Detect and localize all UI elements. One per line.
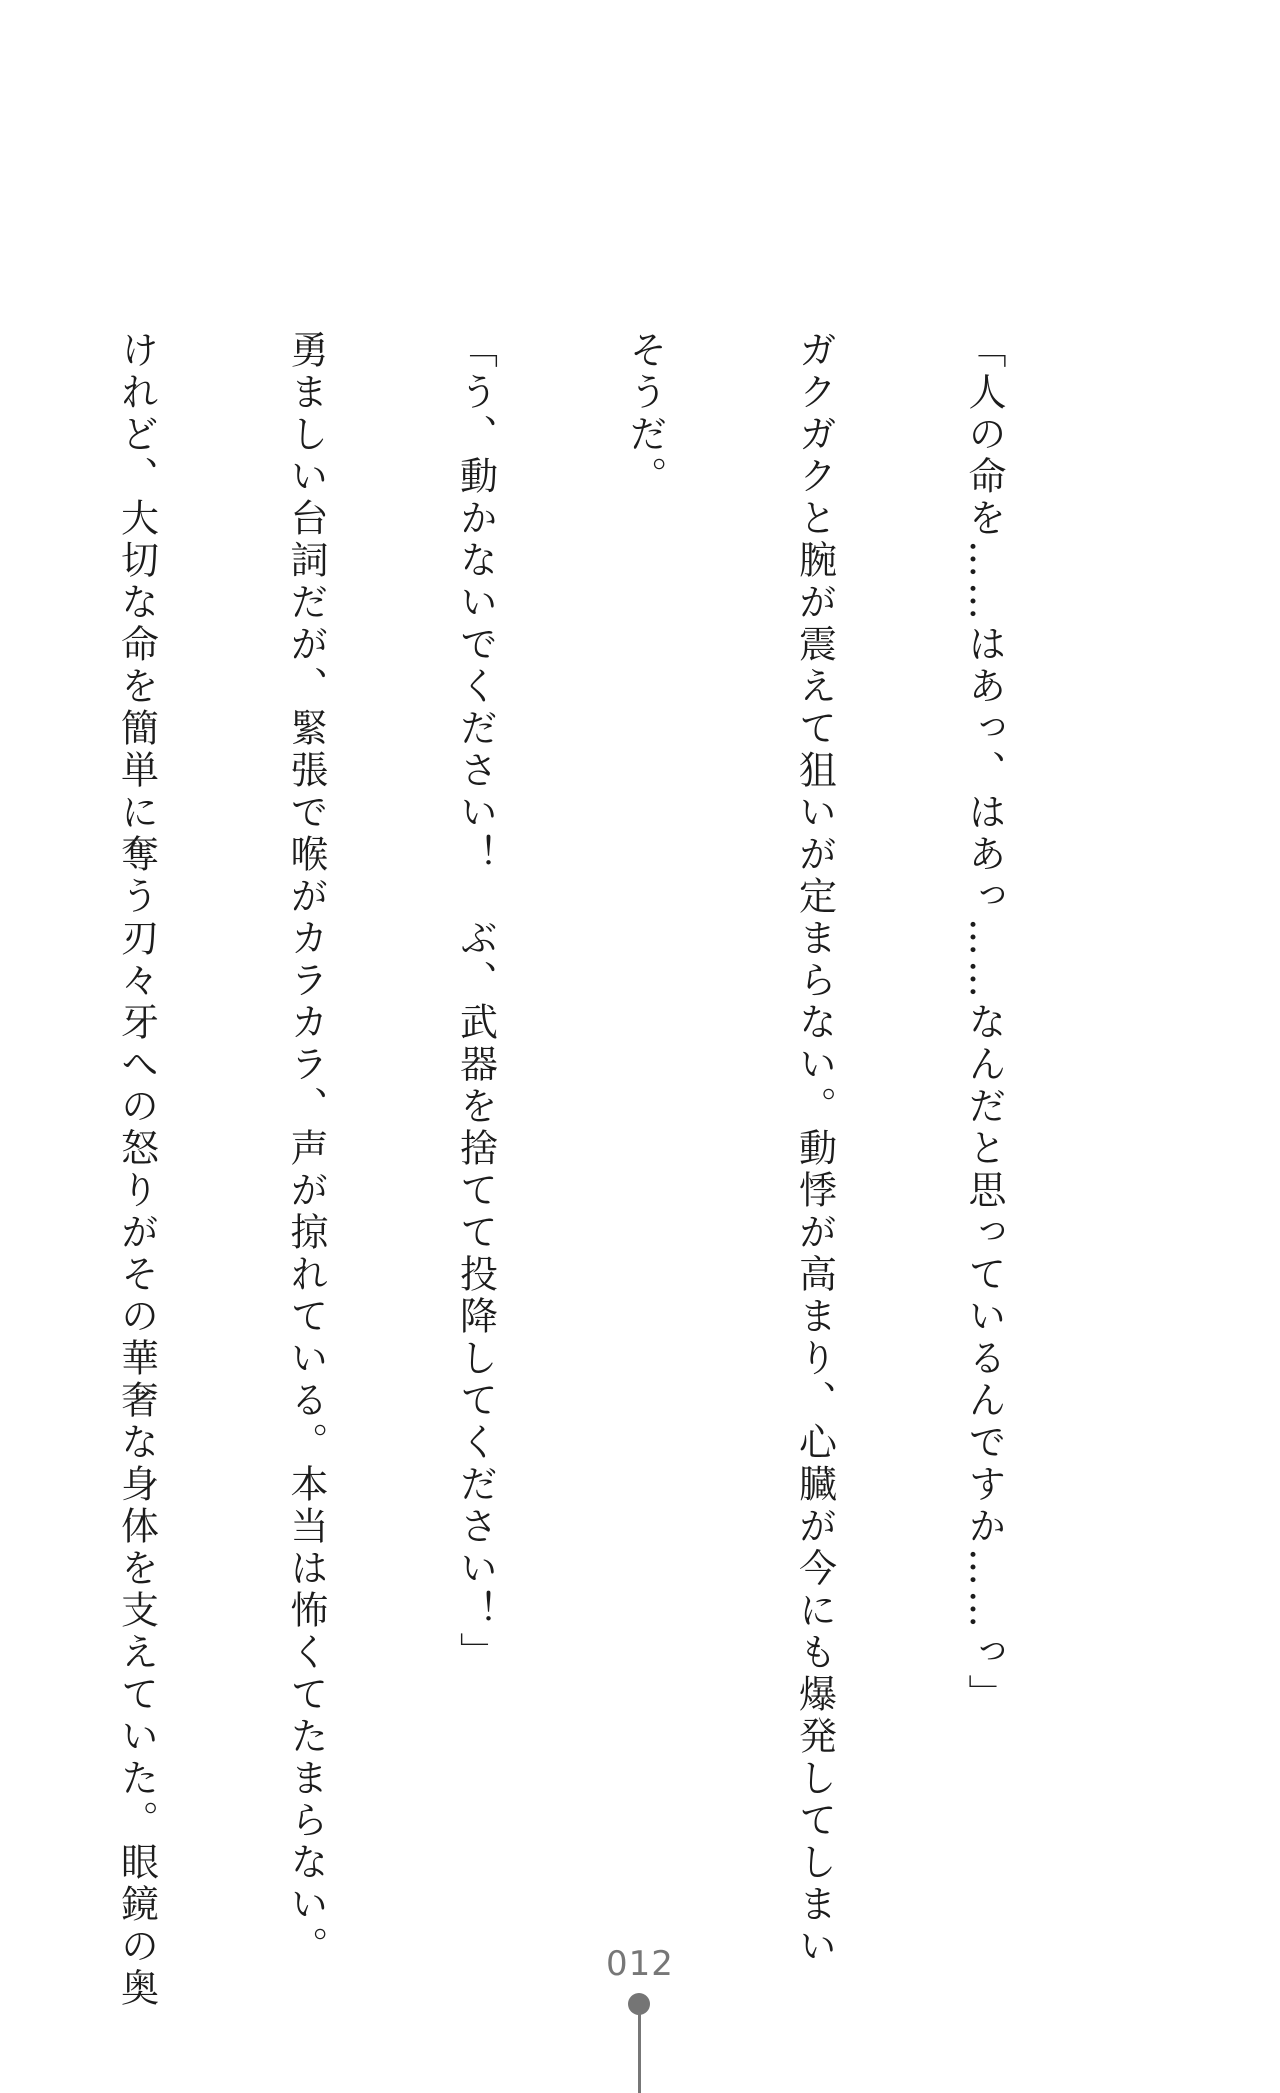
text-line: 勇ましい台詞だが、緊張で喉がカラカラ、声が掠れている。本当は怖くてたまらない。 [284, 330, 328, 1968]
text-line: けれど、大切な命を簡単に奪う刃々牙への怒りがその華奢な身体を支えていた。眼鏡の奥 [114, 330, 159, 2010]
page-number: 012 [606, 1944, 674, 1984]
page-marker-line [638, 2012, 641, 2093]
text-line: 「人の命を……はあっ、はあっ……なんだと思っているんですか……っ」 [962, 330, 1006, 1716]
text-line: 「う、動かないでください！ ぶ、武器を捨てて投降してください！」 [453, 330, 498, 1674]
text-line: ガクガクと腕が震えて狙いが定まらない。動悸が高まり、心臓が今にも爆発してしまい [792, 330, 837, 1968]
text-line: そうだ。 [623, 330, 667, 498]
